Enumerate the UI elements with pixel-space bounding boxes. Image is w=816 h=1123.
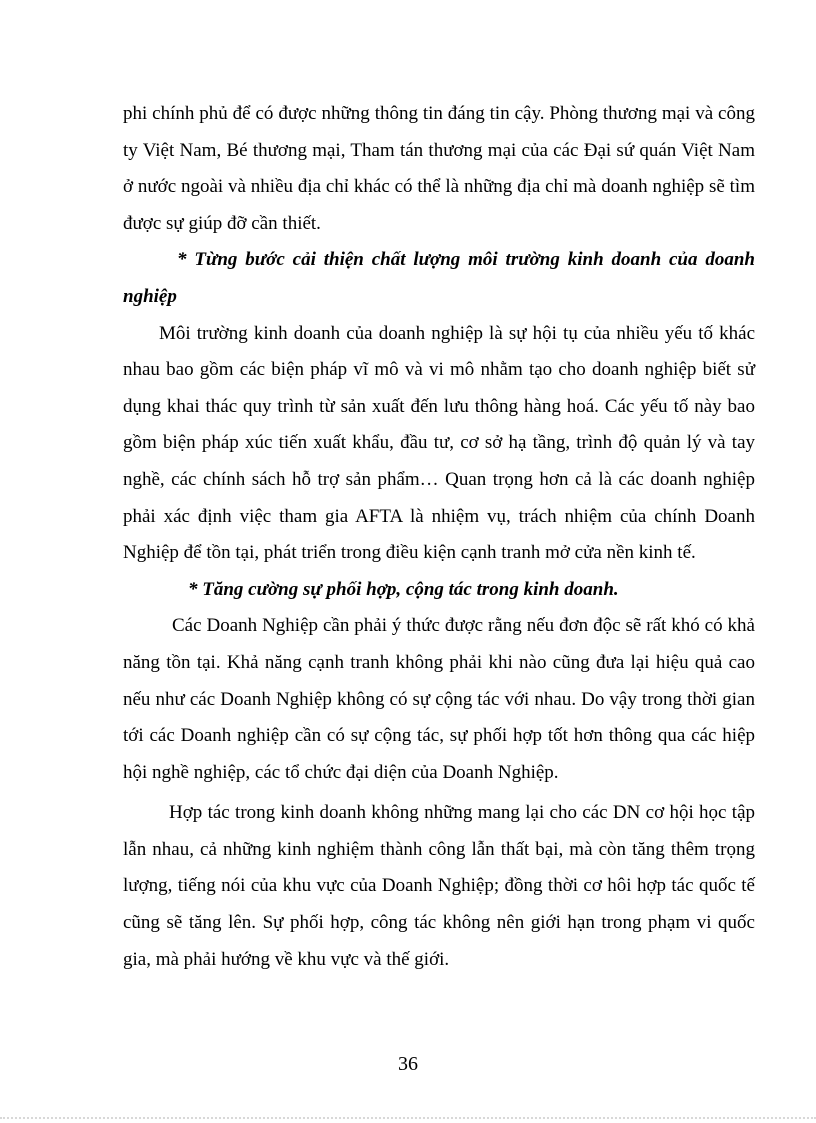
page-number: 36: [398, 1053, 418, 1075]
paragraph-4: Hợp tác trong kinh doanh không những mang lại cho các DN cơ hội học tập lẫn nhau, cả những kinh nghiệm thành công lẫn thất bại, mà còn tăng thêm trọng lượng, tiếng nói của khu vực của Doanh Nghiệp; đồng thời cơ hôi hợp tác quốc tế cũng sẽ tăng lên. Sự phối hợp, công tác không nên giới hạn trong phạm vi quốc gia, mà phải hướng về khu vực và thế giới.: [123, 802, 755, 970]
paragraph-3: Các Doanh Nghiệp cần phải ý thức được rằng nếu đơn độc sẽ rất khó có khả năng tồn tại. Khả năng cạnh tranh không phải khi nào cũng đưa lại hiệu quả cao nếu như các Doanh Nghiệp không có sự cộng tác với nhau. Do vậy trong thời gian tới các Doanh nghiệp cần có sự cộng tác, sự phối hợp tốt hơn thông qua các hiệp hội nghề nghiệp, các tổ chức đại diện của Doanh Nghiệp.: [123, 615, 755, 783]
section-heading-cooperation: * Tăng cường sự phối hợp, cộng tác trong kinh doanh.: [188, 578, 619, 600]
footer-dotted-rule: [0, 1117, 816, 1119]
body-text: [123, 96, 755, 978]
section-heading-improve-environment: * Từng bước cải thiện chất lượng môi trường kinh doanh của doanh nghiệp: [123, 249, 755, 307]
paragraph-1: phi chính phủ để có được những thông tin đáng tin cậy. Phòng thương mại và công ty Việt Nam, Bé thương mại, Tham tán thương mại của các Đại sứ quán Việt Nam ở nước ngoài và nhiều địa chỉ khác có thể là những địa chỉ mà doanh nghiệp sẽ tìm được sự giúp đỡ cần thiết.: [123, 103, 755, 234]
paragraph-2: Môi trường kinh doanh của doanh nghiệp là sự hội tụ của nhiều yếu tố khác nhau bao gồm các biện pháp vĩ mô và vi mô nhằm tạo cho doanh nghiệp biết sử dụng khai thác quy trình từ sản xuất đến lưu thông hàng hoá. Các yếu tố này bao gồm biện pháp xúc tiến xuất khẩu, đầu tư, cơ sở hạ tầng, trình độ quản lý và tay nghề, các chính sách hỗ trợ sản phẩm… Quan trọng hơn cả là các doanh nghiệp phải xác định việc tham gia AFTA là nhiệm vụ, trách nhiệm của chính Doanh Nghiệp để tồn tại, phát triển trong điều kiện cạnh tranh mở cửa nền kinh tế.: [123, 322, 755, 564]
